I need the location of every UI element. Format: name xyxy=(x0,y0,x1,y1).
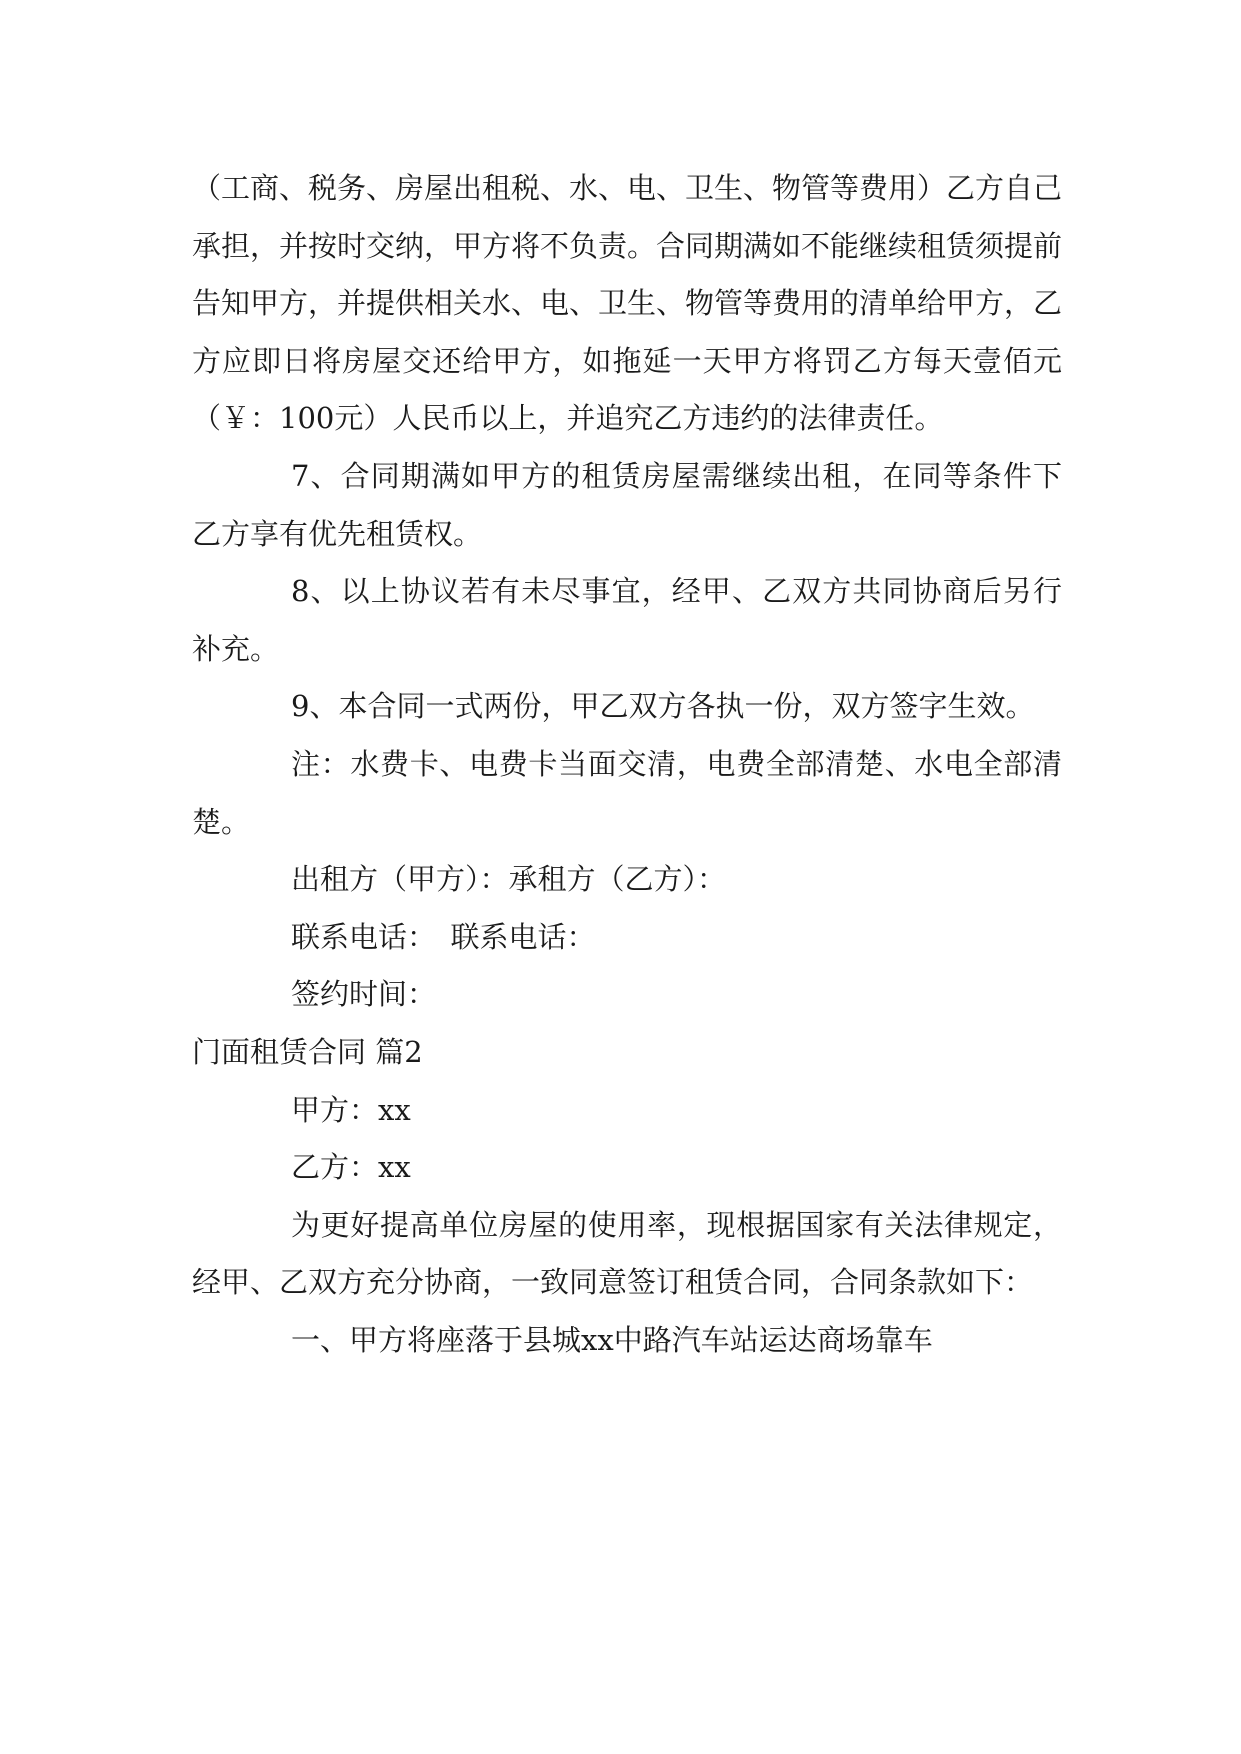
paragraph-clause-9: 9、本合同一式两份，甲乙双方各执一份，双方签字生效。 xyxy=(291,689,1035,724)
party-b-line: 乙方：xx xyxy=(291,1150,411,1185)
paragraph-clause-7: 7、合同期满如甲方的租赁房屋需继续出租，在同等条件下乙方享有优先租赁权。 xyxy=(192,458,1062,551)
section-heading-part-2: 门面租赁合同 篇2 xyxy=(192,1034,423,1069)
signature-parties-line: 出租方（甲方）：承租方（乙方）： xyxy=(291,862,727,897)
signature-date-line: 签约时间： xyxy=(291,977,437,1012)
party-a-line: 甲方：xx xyxy=(291,1092,411,1127)
document-body xyxy=(192,160,1062,1369)
signature-phone-line: 联系电话： 联系电话： xyxy=(291,919,596,954)
paragraph-preamble: 为更好提高单位房屋的使用率，现根据国家有关法律规定，经甲、乙双方充分协商，一致同意签订租赁合同，合同条款如下： xyxy=(192,1207,1062,1300)
paragraph-article-1: 一、甲方将座落于县城xx中路汽车站运达商场靠车 xyxy=(291,1322,933,1357)
paragraph-clause-8: 8、以上协议若有未尽事宜，经甲、乙双方共同协商后另行补充。 xyxy=(192,574,1062,666)
paragraph-note: 注：水费卡、电费卡当面交清，电费全部清楚、水电全部清楚。 xyxy=(192,746,1062,839)
paragraph-fees-liability: （工商、税务、房屋出租税、水、电、卫生、物管等费用）乙方自己承担，并按时交纳，甲方将不负责。合同期满如不能继续租赁须提前告知甲方，并提供相关水、电、卫生、物管等费用的清单给甲方，乙方应即日将房屋交还给甲方，如拖延一天甲方将罚乙方每天壹佰元（￥：100元）人民币以上，并追究乙方违约的法律责任。 xyxy=(192,171,1063,436)
